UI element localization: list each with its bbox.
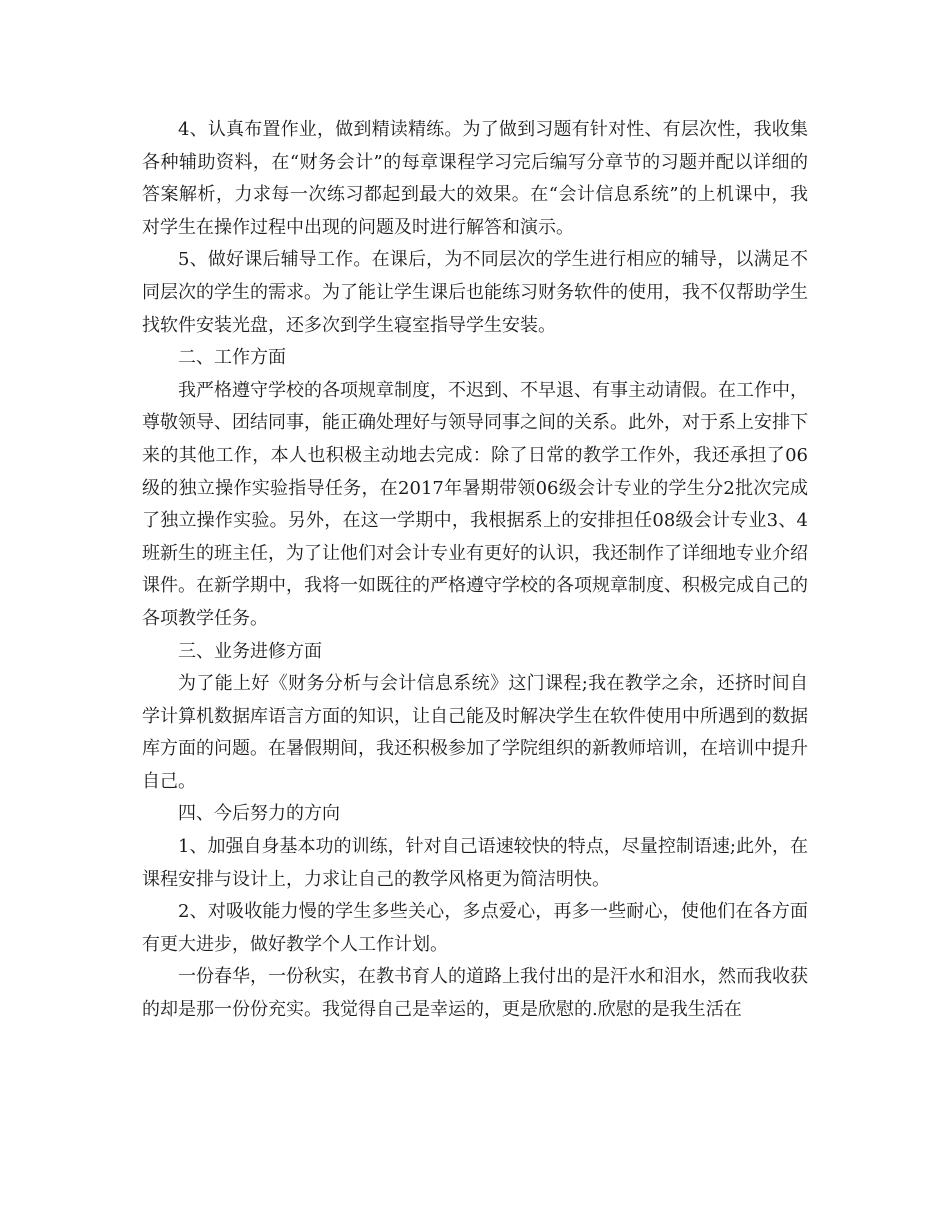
section-heading-work: 二、工作方面 (178, 347, 286, 369)
paragraph-tutoring: 5、做好课后辅导工作。在课后，为不同层次的学生进行相应的辅导，以满足不同层次的学生的需求。为了能让学生课后也能练习财务软件的使用，我不仅帮助学生找软件安装光盘，还多次到学生寝室指导学生安装。 (142, 249, 808, 336)
document-body (142, 114, 808, 1027)
paragraph-future-1: 1、加强自身基本功的训练，针对自己语速较快的特点，尽量控制语速;此外，在课程安排与设计上，力求让自己的教学风格更为简洁明快。 (142, 836, 808, 890)
paragraph-work: 我严格遵守学校的各项规章制度，不迟到、不早退、有事主动请假。在工作中，尊敬领导、团结同事，能正确处理好与领导同事之间的关系。此外，对于系上安排下来的其他工作，本人也积极主动地去完成：除了日常的教学工作外，我还承担了06级的独立操作实验指导任务，在2017年暑期带领06级会计专业的学生分2批次完成了独立操作实验。另外，在这一学期中，我根据系上的安排担任08级会计专业3、4班新生的班主任，为了让他们对会计专业有更好的认识，我还制作了详细地专业介绍课件。在新学期中，我将一如既往的严格遵守学校的各项规章制度、积极完成自己的各项教学任务。 (142, 379, 808, 629)
section-heading-study: 三、业务进修方面 (178, 640, 322, 662)
paragraph-homework: 4、认真布置作业，做到精读精练。为了做到习题有针对性、有层次性，我收集各种辅助资料，在“财务会计”的每章课程学习完后编写分章节的习题并配以详细的答案解析，力求每一次练习都起到最大的效果。在“会计信息系统”的上机课中，我对学生在操作过程中出现的问题及时进行解答和演示。 (142, 119, 808, 238)
paragraph-closing: 一份春华，一份秋实，在教书育人的道路上我付出的是汗水和泪水，然而我收获的却是那一份份充实。我觉得自己是幸运的，更是欣慰的.欣慰的是我生活在 (142, 966, 808, 1021)
section-heading-future: 四、今后努力的方向 (178, 803, 340, 825)
paragraph-future-2: 2、对吸收能力慢的学生多些关心，多点爱心，再多一些耐心，使他们在各方面有更大进步，做好教学个人工作计划。 (142, 901, 808, 955)
paragraph-study: 为了能上好《财务分析与会计信息系统》这门课程;我在教学之余，还挤时间自学计算机数据库语言方面的知识，让自己能及时解决学生在软件使用中所遇到的数据库方面的问题。在暑假期间，我还积极参加了学院组织的新教师培训，在培训中提升自己。 (142, 673, 808, 792)
